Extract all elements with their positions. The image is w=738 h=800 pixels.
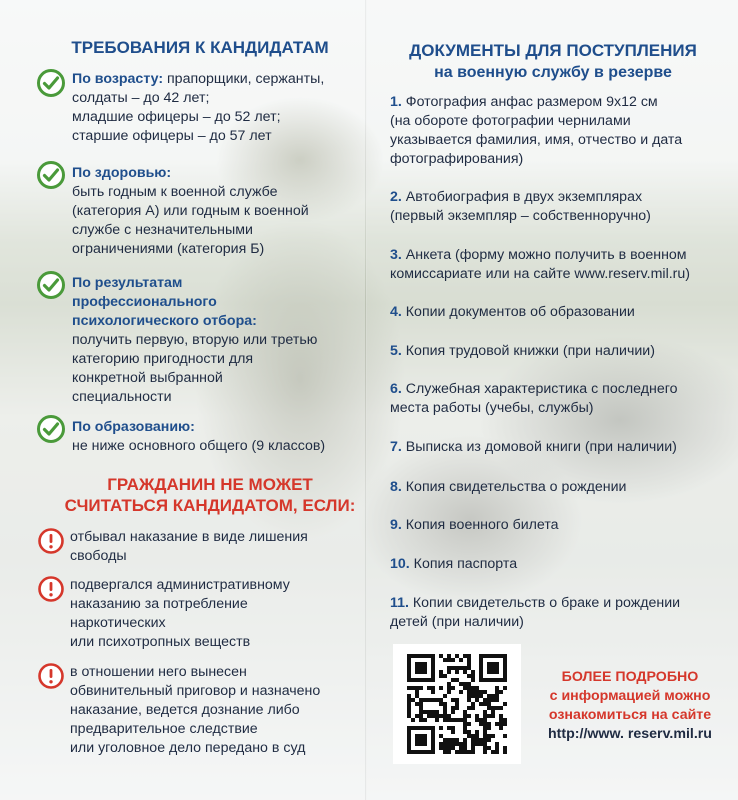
requirement-text: получить первую, вторую или третью категорию пригодности для конкретной выбранной специальности [72, 332, 318, 405]
requirement-text: не ниже основного общего (9 классов) [72, 438, 326, 454]
document-item-8 [390, 478, 730, 497]
documents-subtitle: на военную службу в резерве [434, 64, 672, 81]
document-item-5 [390, 342, 730, 361]
document-item-6 [390, 380, 730, 418]
document-number: 11. [390, 595, 409, 611]
document-number: 4. [390, 304, 402, 320]
exclusion-item: подвергался административному наказанию за потребление наркотических или психотропных веществ [70, 577, 290, 650]
requirement-label: По образованию: [72, 419, 195, 435]
documents-title: ДОКУМЕНТЫ ДЛЯ ПОСТУПЛЕНИЯ [409, 41, 697, 60]
document-item-7 [390, 438, 730, 457]
document-text: Фотография анфас размером 9х12 см (на обороте фотографии чернилами указывается фамилия, имя, отчество и дата фотографирования) [390, 94, 683, 167]
check-circle-icon [36, 68, 66, 98]
document-text: Копии свидетельств о браке и рождении детей (при наличии) [390, 595, 681, 630]
exclamation-circle-icon [37, 575, 65, 603]
requirements-title: ТРЕБОВАНИЯ К КАНДИДАТАМ [71, 38, 329, 57]
document-number: 8. [390, 479, 402, 495]
exclamation-circle-icon [37, 527, 65, 555]
document-item-3 [390, 246, 730, 284]
document-number: 6. [390, 381, 402, 397]
document-item-1 [390, 93, 730, 169]
document-item-2 [390, 188, 730, 226]
document-number: 10. [390, 556, 410, 572]
document-item-4 [390, 303, 730, 322]
check-circle-icon [36, 270, 66, 300]
requirement-psychology [72, 274, 364, 407]
more-info-text: БОЛЕЕ ПОДРОБНО с информацией можно ознакомиться на сайте [548, 669, 712, 723]
document-number: 7. [390, 439, 402, 455]
requirement-age [72, 70, 364, 146]
fold-line [365, 0, 367, 800]
document-item-11 [390, 594, 730, 632]
exclusion-item: в отношении него вынесен обвинительный приговор и назначено наказание, ведется дознание либо предварительное следствие или уголовное дело передано в суд [70, 664, 321, 756]
document-item-10 [390, 555, 730, 574]
document-number: 2. [390, 189, 402, 205]
check-circle-icon [36, 160, 66, 190]
document-text: Копия трудовой книжки (при наличии) [401, 343, 655, 359]
website-link[interactable]: http://www. reserv.mil.ru [548, 726, 712, 742]
exclusion-item: отбывал наказание в виде лишения свободы [70, 529, 308, 564]
document-number: 1. [390, 94, 402, 110]
exclusion-title: ГРАЖДАНИН НЕ МОЖЕТ СЧИТАТЬСЯ КАНДИДАТОМ, ЕСЛИ: [64, 475, 356, 515]
requirement-label: По возрасту: [72, 71, 164, 87]
exclamation-circle-icon [37, 662, 65, 690]
document-text: Автобиография в двух экземплярах (первый экземпляр – собственноручно) [390, 189, 651, 224]
document-text: Анкета (форму можно получить в военном комиссариате или на сайте www.reserv.mil.ru) [390, 247, 690, 282]
requirement-label: По здоровью: [72, 165, 172, 181]
document-text: Служебная характеристика с последнего места работы (учебы, службы) [390, 381, 678, 416]
document-item-9 [390, 516, 730, 535]
requirement-label: По результатам профессионального психологического отбора: [72, 275, 257, 329]
document-number: 9. [390, 517, 402, 533]
requirement-health [72, 164, 364, 259]
document-number: 3. [390, 247, 402, 263]
document-text: Копия военного билета [401, 517, 559, 533]
document-text: Копии документов об образовании [401, 304, 635, 320]
document-text: Копия паспорта [409, 556, 518, 572]
document-text: Выписка из домовой книги (при наличии) [401, 439, 677, 455]
requirement-text: быть годным к военной службе (категория А) или годным к военной службе с незначительными ограничениями (категория Б) [72, 184, 309, 257]
requirement-text-first: прапорщики, сержанты, [163, 71, 325, 87]
qr-code-icon [393, 644, 521, 764]
document-number: 5. [390, 343, 402, 359]
more-info-block [530, 668, 730, 744]
requirement-text: солдаты – до 42 лет; младшие офицеры – до 52 лет; старшие офицеры – до 57 лет [72, 90, 281, 144]
check-circle-icon [36, 414, 66, 444]
requirement-education [72, 418, 364, 456]
document-text: Копия свидетельства о рождении [401, 479, 627, 495]
